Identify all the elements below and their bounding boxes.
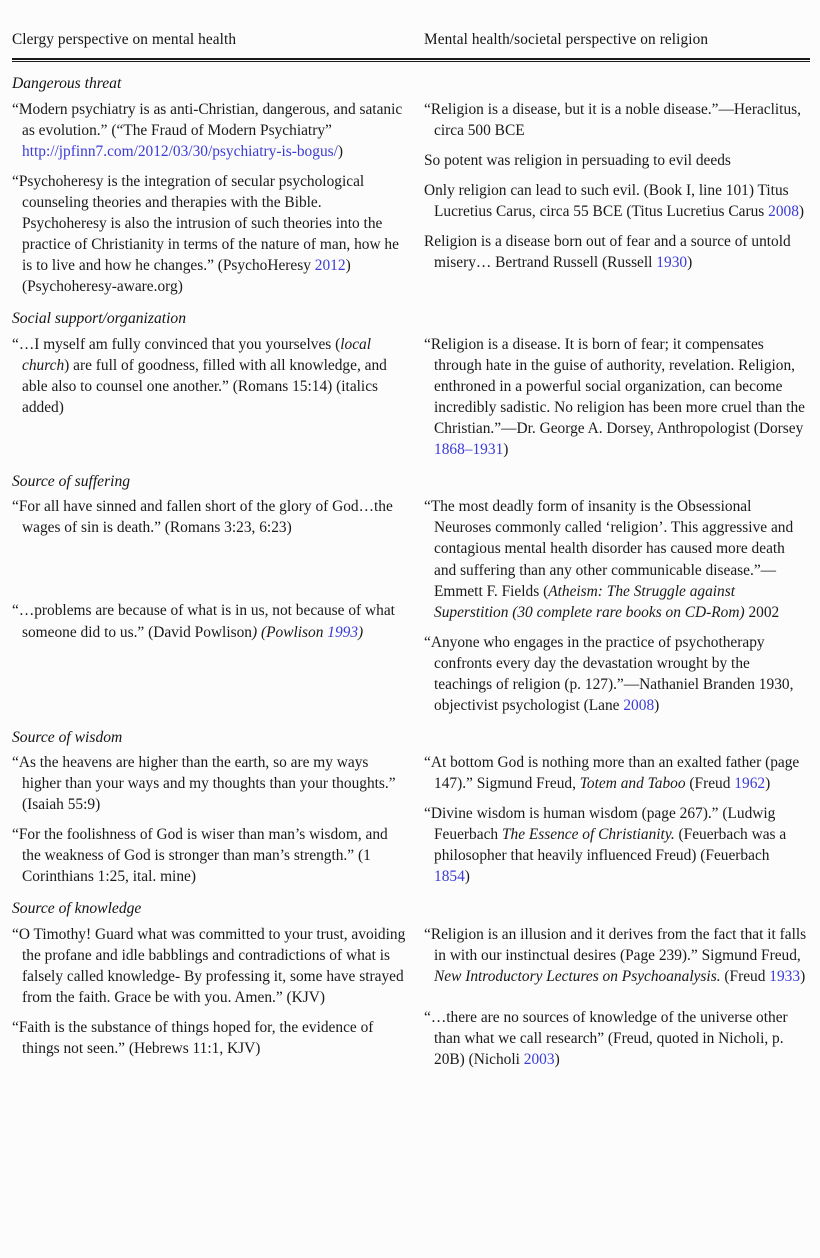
quote-entry: [12, 171, 410, 297]
citation-link[interactable]: 2008: [768, 202, 799, 220]
emphasis-text: The Essence of Christianity.: [501, 826, 675, 844]
body-text: “For the foolishness of God is wiser than man’s wisdom, and the weakness of God is stronger than man’s strength.” (1 Corinthians 1:25, ital. mine): [12, 826, 388, 886]
body-text: “Divine wisdom is human wisdom (page 267).” (Ludwig Feuerbach: [424, 805, 776, 844]
citation-link[interactable]: 1933: [769, 968, 801, 986]
quote-entry: [12, 1017, 410, 1059]
table-section: [12, 460, 810, 716]
table-section: [12, 887, 810, 1070]
quote-entry: [424, 496, 808, 622]
quote-entry: [424, 334, 808, 460]
body-text: “O Timothy! Guard what was committed to your trust, avoiding the profane and idle babblings and contradictions of what is falsely called knowledge- By professing it, some have strayed from the faith. Grace be with you. Amen.” (KJV): [12, 926, 406, 1007]
body-text: “As the heavens are higher than the earth, so are my ways higher than your ways and my thoughts than your thoughts.” (Isaiah 55:9): [12, 754, 396, 814]
body-text: (Freud: [720, 968, 770, 986]
emphasis-text: ): [358, 623, 364, 641]
table-body: [0, 62, 820, 1070]
body-text: ): [765, 775, 771, 793]
quote-entry: [12, 496, 410, 538]
citation-link[interactable]: 2003: [523, 1051, 555, 1069]
section-heading: Dangerous threat: [12, 75, 122, 93]
citation-link[interactable]: 2008: [623, 696, 655, 714]
body-text: So potent was religion in persuading to evil deeds: [424, 151, 731, 169]
cell-mental-health-perspective: [424, 331, 808, 460]
body-text: “For all have sinned and fallen short of the glory of God…the wages of sin is death.” (Romans 3:23, 6:23): [12, 498, 393, 537]
body-text: “Anyone who engages in the practice of psychotherapy confronts every day the devastation wrought by the teachings of religion (p. 127).”—Nathaniel Branden 1930, objectivist psychologist (Lane: [424, 633, 794, 714]
section-heading: Source of suffering: [12, 472, 131, 490]
column-header-mental-health: Mental health/societal perspective on religion: [424, 31, 709, 48]
emphasis-text: Totem and Taboo: [579, 775, 686, 793]
quote-entry: [424, 803, 808, 887]
body-text: “…I myself am fully convinced that you yourselves (: [12, 335, 341, 353]
body-text: ) are full of goodness, filled with all knowledge, and able also to counsel one another.” (Romans 15:14) (italics added): [22, 356, 387, 416]
quote-entry: [12, 600, 410, 642]
body-text: (Feuerbach was a philosopher that heavily influenced Freud) (Feuerbach: [434, 826, 787, 865]
quote-entry: [424, 924, 808, 987]
table-row: [12, 921, 810, 1070]
quote-entry: [424, 752, 808, 794]
cell-mental-health-perspective: [424, 96, 808, 273]
section-heading: Social support/organization: [12, 309, 186, 327]
body-text: ): [503, 440, 509, 458]
body-text: “…problems are because of what is in us, not because of what someone did to us.” (David Powlison: [12, 602, 395, 641]
body-text: “At bottom God is nothing more than an exalted father (page 147).” Sigmund Freud,: [424, 754, 800, 793]
emphasis-text: Atheism: The Struggle against Superstition (30 complete rare books on CD-Rom): [434, 582, 745, 621]
table-row: [12, 749, 810, 887]
table-row: [12, 493, 810, 715]
body-text: ): [337, 142, 344, 160]
citation-link[interactable]: 1854: [434, 868, 465, 886]
body-text: “Psychoheresy is the integration of secular psychological counseling theories and therapies with the Bible. Psychoheresy is also the intrusion of such theories into the practice of Christianity in terms of the nature of man, how he is to live and how he changes.” (PsychoHeresy: [12, 172, 399, 274]
quote-entry: [12, 334, 410, 418]
body-text: “…there are no sources of knowledge of the universe other than what we call research” (Freud, quoted in Nicholi, p. 20B) (Nicholi: [424, 1009, 788, 1069]
emphasis-text: New Introductory Lectures on Psychoanalysis.: [434, 968, 721, 986]
quote-entry: [12, 99, 410, 162]
cell-mental-health-perspective: [424, 493, 808, 715]
body-text: “Faith is the substance of things hoped for, the evidence of things not seen.” (Hebrews 11:1, KJV): [12, 1019, 374, 1058]
body-text: ): [654, 696, 660, 714]
citation-link[interactable]: 1868–1931: [434, 440, 504, 458]
body-text: Only religion can lead to such evil. (Book I, line 101) Titus Lucretius Carus, circa 55 BCE (Titus Lucretius Carus: [424, 181, 789, 220]
quote-entry: [424, 99, 808, 141]
quote-entry: [424, 231, 808, 273]
column-header-clergy: Clergy perspective on mental health: [12, 31, 237, 48]
cell-clergy-perspective: [12, 493, 424, 642]
table-header-row: [0, 0, 820, 49]
citation-link[interactable]: 1993: [327, 623, 359, 641]
body-text: ): [464, 868, 470, 886]
cell-clergy-perspective: [12, 921, 424, 1059]
quote-entry: [12, 752, 410, 815]
citation-link[interactable]: 2012: [314, 256, 346, 274]
table-section: [12, 716, 810, 888]
body-text: Religion is a disease born out of fear and a source of untold misery… Bertrand Russell (Russell: [424, 232, 791, 271]
cell-clergy-perspective: [12, 331, 424, 418]
body-text: “Religion is a disease, but it is a noble disease.”—Heraclitus, circa 500 BCE: [424, 100, 801, 139]
body-text: “Religion is an illusion and it derives from the fact that it falls in with our instinctual desires (Page 239).” Sigmund Freud,: [424, 926, 807, 965]
section-heading: Source of knowledge: [12, 900, 142, 918]
body-text: “Modern psychiatry is as anti-Christian, dangerous, and satanic as evolution.” (“The Fraud of Modern Psychiatry”: [12, 100, 403, 139]
body-text: “Religion is a disease. It is born of fear; it compensates through hate in the guise of authority, revelation. Religion, enthroned in a powerful social organization, can become incredibly sadistic. No religion has been more cruel than the Christian.”—Dr. George A. Dorsey, Anthropologist (Dorsey: [424, 335, 805, 437]
quote-entry: [12, 924, 410, 1008]
citation-link[interactable]: http://jpfinn7.com/2012/03/30/psychiatry-is-bogus/: [22, 142, 338, 160]
cell-clergy-perspective: [12, 96, 424, 297]
body-text: ): [687, 253, 693, 271]
body-text: ) (Psychoheresy-aware.org): [22, 256, 351, 295]
quote-entry: [12, 824, 410, 887]
body-text: ): [800, 968, 806, 986]
cell-mental-health-perspective: [424, 921, 808, 1070]
table-row: [12, 96, 810, 297]
table-row: [12, 331, 810, 460]
cell-mental-health-perspective: [424, 749, 808, 887]
quote-entry: [424, 632, 808, 716]
emphasis-text: local church: [22, 335, 372, 374]
body-text: ): [798, 202, 805, 220]
table-section: [12, 297, 810, 460]
quote-entry: [424, 150, 808, 171]
table-section: [12, 62, 810, 297]
body-text: “The most deadly form of insanity is the Obsessional Neuroses commonly called ‘religion’. This aggressive and contagious mental health disorder has caused more death and suffering than any other communicable disease.”—Emmett F. Fields (: [424, 498, 794, 600]
citation-link[interactable]: 1930: [656, 253, 688, 271]
body-text: ): [554, 1051, 560, 1069]
quote-entry: [424, 180, 808, 222]
quote-entry: [424, 1007, 808, 1070]
citation-link[interactable]: 1962: [734, 775, 766, 793]
body-text: (Freud: [685, 775, 735, 793]
emphasis-text: ) (Powlison: [252, 623, 328, 641]
body-text: 2002: [744, 603, 780, 621]
section-heading: Source of wisdom: [12, 728, 123, 746]
cell-clergy-perspective: [12, 749, 424, 887]
